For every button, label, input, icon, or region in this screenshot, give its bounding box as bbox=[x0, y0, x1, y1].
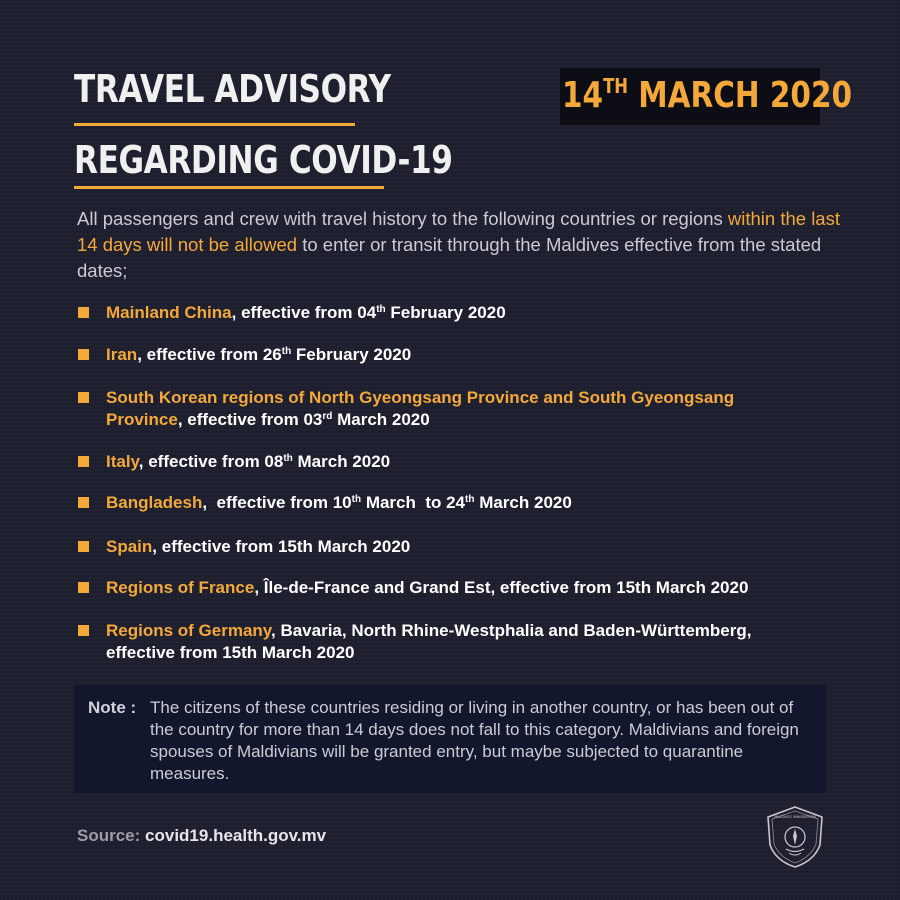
ordinal-suffix: th bbox=[376, 304, 386, 315]
source-link[interactable]: covid19.health.gov.mv bbox=[145, 826, 327, 845]
effective-date: February 2020 bbox=[291, 345, 412, 364]
list-item-text bbox=[106, 344, 848, 366]
list-item-text bbox=[106, 620, 848, 664]
intro-text-1: All passengers and crew with travel history to the following countries or regions bbox=[77, 208, 728, 229]
effective-text: , effective from 04 bbox=[231, 303, 377, 322]
note-label: Note : bbox=[88, 698, 137, 717]
effective-text: , Île-de-France and Grand Est, effective from 15th March 2020 bbox=[254, 578, 749, 597]
country-name: Regions of Germany bbox=[106, 621, 271, 640]
date-month-year: MARCH 2020 bbox=[628, 75, 853, 116]
list-item-text bbox=[106, 536, 848, 558]
country-name: Regions of France bbox=[106, 578, 255, 597]
list-item-text bbox=[106, 451, 848, 473]
country-name-cont: Province bbox=[106, 410, 178, 429]
date-text bbox=[562, 74, 853, 116]
effective-date: March 2020 bbox=[332, 410, 430, 429]
list-item-text bbox=[106, 492, 848, 514]
source-line bbox=[77, 825, 326, 847]
country-name: South Korean regions of North Gyeongsang Province and South Gyeongsang bbox=[106, 388, 735, 407]
country-name: Italy bbox=[106, 452, 139, 471]
effective-date: February 2020 bbox=[385, 303, 506, 322]
bullet-square-icon bbox=[78, 582, 89, 593]
effective-text: , Bavaria, North Rhine-Westphalia and Baden-Württemberg, bbox=[271, 621, 752, 640]
list-item-text bbox=[106, 302, 848, 324]
ordinal-suffix: th bbox=[351, 494, 362, 505]
bullet-square-icon bbox=[78, 392, 89, 403]
bullet-square-icon bbox=[78, 497, 89, 508]
list-item-text bbox=[106, 387, 848, 431]
title-line-2: REGARDING COVID-19 bbox=[74, 138, 453, 182]
country-name: Bangladesh bbox=[106, 493, 203, 512]
list-item-text bbox=[106, 577, 848, 599]
ordinal-suffix: th bbox=[283, 453, 293, 464]
title-line-1: TRAVEL ADVISORY bbox=[74, 67, 391, 111]
bullet-square-icon bbox=[78, 541, 89, 552]
effective-date: effective from 15th March 2020 bbox=[106, 643, 355, 662]
effective-text: , effective from 08 bbox=[138, 452, 284, 471]
title-underline-2 bbox=[74, 186, 384, 189]
country-name: Mainland China bbox=[106, 303, 232, 322]
intro-paragraph bbox=[77, 206, 847, 284]
immigration-emblem-icon bbox=[764, 805, 826, 869]
country-name: Iran bbox=[106, 345, 138, 364]
ordinal-suffix: rd bbox=[322, 411, 333, 422]
effective-text: , effective from 10 bbox=[202, 493, 352, 512]
intro-text-2: to enter or transit through the Maldives effective from the stated dates; bbox=[77, 234, 822, 281]
ordinal-suffix: th bbox=[465, 494, 475, 505]
bullet-square-icon bbox=[78, 456, 89, 467]
note-text: The citizens of these countries residing or living in another country, or has been out of the country for more than 14 days does not fall to this category. Maldivians and foreign spouses of Maldivians will be granted entry, but maybe subjected to quarantine measures. bbox=[150, 698, 799, 783]
emblem-lettering: MALDIVES IMMIGRATION bbox=[774, 815, 816, 819]
end-date: March 2020 bbox=[474, 493, 572, 512]
date-suffix: TH bbox=[603, 74, 629, 98]
intro-highlight: within the last 14 days will not be allowed bbox=[77, 208, 840, 255]
country-name: Spain bbox=[106, 537, 153, 556]
title-underline-1 bbox=[74, 123, 355, 126]
effective-date: March to 24 bbox=[361, 493, 466, 512]
bullet-square-icon bbox=[78, 349, 89, 360]
effective-date: March 2020 bbox=[292, 452, 391, 471]
ordinal-suffix: th bbox=[281, 346, 292, 357]
bullet-square-icon bbox=[78, 307, 89, 318]
date-day: 14 bbox=[562, 75, 604, 116]
bullet-square-icon bbox=[78, 625, 89, 636]
effective-text: , effective from 15th March 2020 bbox=[152, 537, 411, 556]
effective-text: , effective from 03 bbox=[177, 410, 323, 429]
source-label: Source: bbox=[77, 826, 146, 845]
effective-text: , effective from 26 bbox=[137, 345, 282, 364]
